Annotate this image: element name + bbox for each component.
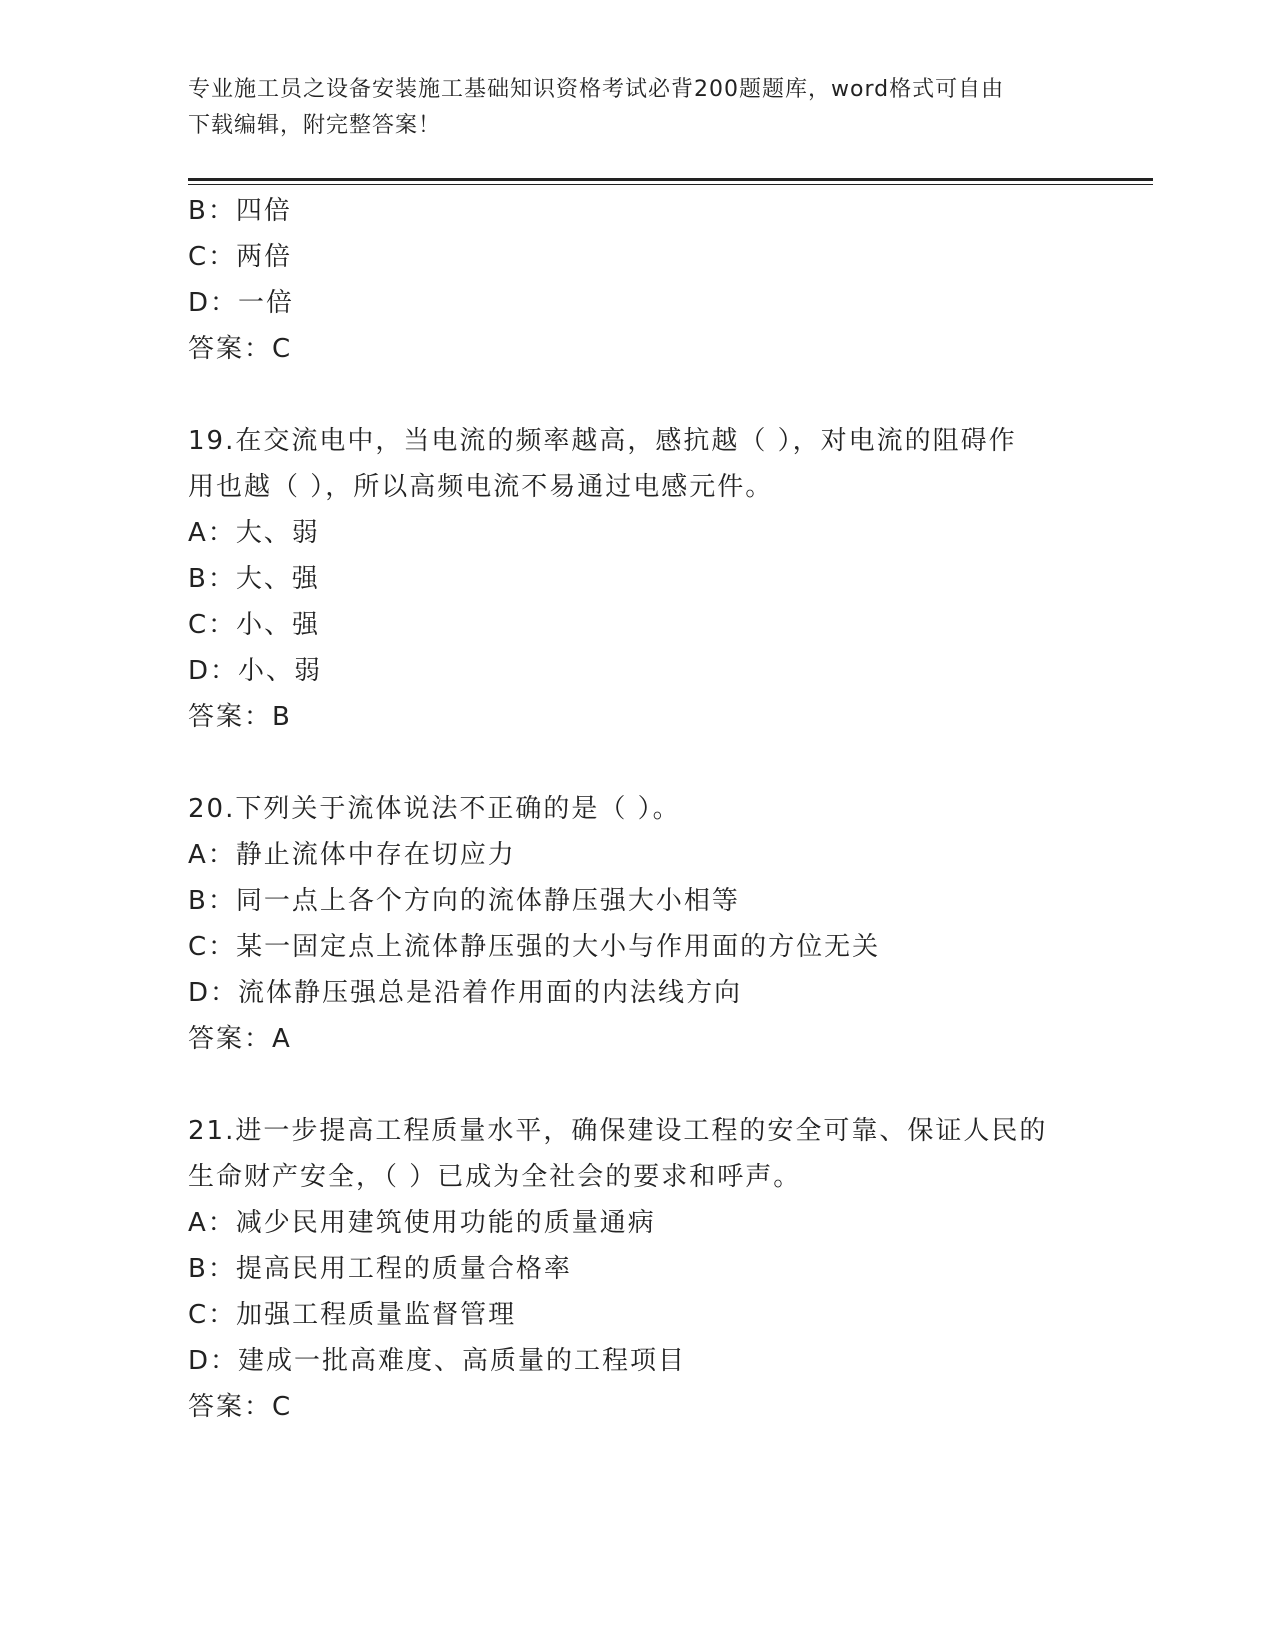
option-b: B：提高民用工程的质量合格率 [188, 1254, 572, 1284]
answer-line: 答案：B [188, 702, 292, 732]
answer-line: 答案：C [188, 1392, 293, 1422]
option-d: D：流体静压强总是沿着作用面的内法线方向 [188, 978, 743, 1008]
option-a: A：减少民用建筑使用功能的质量通病 [188, 1208, 656, 1238]
header-rule-thick [188, 178, 1153, 181]
header-rule-thin [188, 184, 1153, 185]
option-b: B：大、强 [188, 564, 320, 594]
option-d: D：一倍 [188, 288, 295, 318]
header-line-2: 下载编辑，附完整答案！ [188, 113, 442, 138]
option-c: C：小、强 [188, 610, 321, 640]
answer-line: 答案：A [188, 1024, 292, 1054]
question-text-line-1: 19.在交流电中，当电流的频率越高，感抗越（ ），对电流的阻碍作 [188, 426, 1017, 456]
question-19 [188, 418, 1088, 740]
question-text-line-2: 用也越（ ），所以高频电流不易通过电感元件。 [188, 472, 774, 502]
question-20 [188, 786, 1088, 1062]
option-b: B：同一点上各个方向的流体静压强大小相等 [188, 886, 740, 916]
question-text-line-2: 生命财产安全，（ ）已成为全社会的要求和呼声。 [188, 1162, 802, 1192]
question-content [188, 188, 1088, 1430]
answer-line: 答案：C [188, 334, 293, 364]
document-header [188, 72, 1088, 144]
option-d: D：建成一批高难度、高质量的工程项目 [188, 1346, 687, 1376]
option-c: C：两倍 [188, 242, 293, 272]
option-a: A：静止流体中存在切应力 [188, 840, 516, 870]
question-text-line-1: 20.下列关于流体说法不正确的是（ ）。 [188, 794, 681, 824]
option-c: C：加强工程质量监督管理 [188, 1300, 517, 1330]
option-c: C：某一固定点上流体静压强的大小与作用面的方位无关 [188, 932, 881, 962]
question-text-line-1: 21.进一步提高工程质量水平，确保建设工程的安全可靠、保证人民的 [188, 1116, 1048, 1146]
option-a: A：大、弱 [188, 518, 320, 548]
option-b: B：四倍 [188, 196, 292, 226]
option-d: D：小、弱 [188, 656, 323, 686]
question-21 [188, 1108, 1088, 1430]
header-line-1: 专业施工员之设备安装施工基础知识资格考试必背200题题库，word格式可自由 [188, 77, 1005, 102]
continued-question [188, 188, 1088, 372]
